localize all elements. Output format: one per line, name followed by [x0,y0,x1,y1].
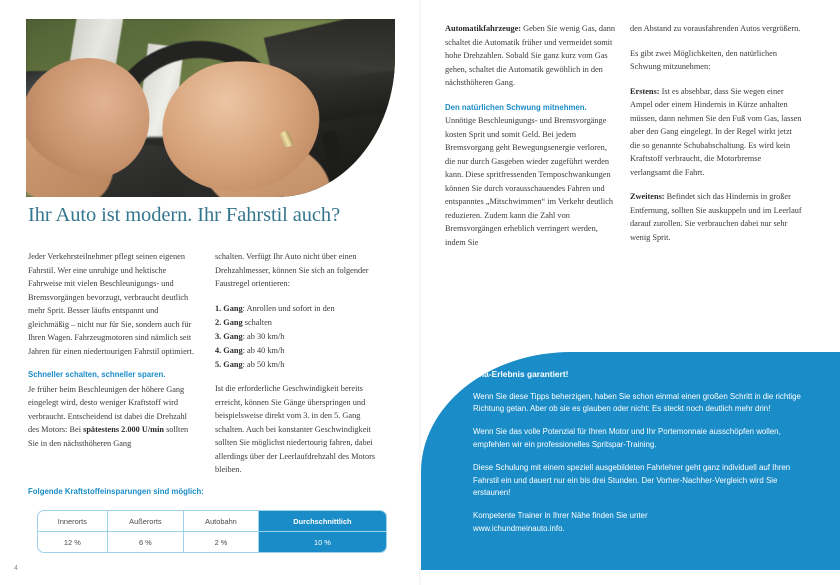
table-header-innerorts: Innerorts [38,511,108,532]
erstens-label: Erstens: [630,86,660,96]
paragraph-erstens [630,85,802,180]
page-title: Ihr Auto ist modern. Ihr Fahrstil auch? [28,204,341,226]
right-text-column-2 [630,22,802,255]
driver-steering-wheel-photo [26,19,395,197]
list-item [215,358,387,372]
automatic-text: Geben Sie wenig Gas, dann schaltet die Automatik früher und vermeidet somit hohe Drehzahlen. Sobald Sie ganz kurz vom Gas gehen, schaltet die Automatik gewöhlich in den nächsthöheren Gang. [445,24,616,88]
subheading-shift-faster: Schneller schalten, schneller sparen. [28,370,166,380]
savings-table-caption: Folgende Kraftstoffeinsparungen sind möglich: [28,487,204,496]
left-text-column-1 [28,250,200,461]
list-item [215,316,387,330]
rpm-value: spätestens 2.000 U/min [83,425,164,435]
page-number: 4 [14,565,18,572]
table-row-values [38,532,386,552]
gear-text: ab 30 km/h [244,331,285,341]
table-value-ausserorts: 6 % [108,532,184,552]
right-text-column-1 [445,22,617,260]
gear-sep: : [242,345,245,355]
gear-label: 1. Gang [215,303,243,313]
gear-shift-list [215,302,387,372]
gear-sep: : [242,359,245,369]
gear-sep: : [242,331,245,341]
aha-box-content [473,368,813,536]
zweitens-text: Befindet sich das Hindernis in großer Entfernung, sollten Sie auskuppeln und im Leerlauf darauf zurollen. Sie verbrauchen dabei nur sehr wenig Sprit. [630,192,802,242]
zweitens-label: Zweitens: [630,192,665,202]
aha-callout-box [421,352,840,570]
gear-text: ab 40 km/h [244,345,285,355]
left-text-column-2 [215,250,387,488]
paragraph-skip-gears: Ist die erforderliche Geschwindigkeit bereits erreicht, können Sie Gänge überspringen und beispielsweise direkt vom 3. in den 5. Gang schalten. Auch bei konstanter Geschwindigkeit sollten Sie möglichst niedertourig fahren, dabei allerdings über der Leerlaufdrehzahl des Motors bleiben. [215,384,376,475]
gear-sep: : [242,303,245,313]
aha-paragraph-1: Wenn Sie diese Tipps beherzigen, haben Sie schon einmal einen großen Schritt in die richtige Richtung getan. Aber ob sie es glauben oder nicht: Es steckt noch deutlich mehr drin! [473,391,801,414]
table-header-autobahn: Autobahn [184,511,259,532]
gear-text: ab 50 km/h [244,359,285,369]
table-header-durchschnittlich: Durchschnittlich [259,511,386,532]
automatic-label: Automatikfahrzeuge: [445,24,522,33]
aha-paragraph-3: Diese Schulung mit einem speziell ausgebildeten Fahrlehrer geht ganz individuell auf Ihren Fahrstil ein und dauert nur ein bis drei Stunden. Der Vorher-Nachher-Vergleich wird Sie erstaunen! [473,462,791,498]
paragraph-automatic-vehicles [445,22,617,90]
subheading-natural-momentum: Den natürlichen Schwung mitnehmen. [445,102,587,112]
momentum-text: Unnötige Beschleunigungs- und Bremsvorgänge kosten Sprit und somit Geld. Bei jedem Bremsvorgang geht Bewegungsenergie verloren, die nur durch Gasgeben wieder zugeführt werden kann. Diese spritfressenden Temposchwankungen können Sie durch vorausschauendes Fahren und entspanntes „Mitschwimmen“ im Verkehr deutlich reduzieren. Zudem kann die Zahl von Bremsvorgängen erheblich verringert werden, indem Sie [445,116,614,247]
aha-box-title: Aha-Erlebnis garantiert! [473,369,569,379]
table-value-innerorts: 12 % [38,532,108,552]
gear-label: 5. Gang [215,359,243,369]
gear-text: Anrollen und sofort in den [244,303,335,313]
paragraph-natural-momentum [445,101,617,250]
shift-text-part2: sollten Sie in den nächsthöheren Gang [28,425,189,448]
aha-trainer-text: Kompetente Trainer in Ihrer Nähe finden Sie unter [473,511,648,521]
paragraph-rule-of-thumb: schalten. Verfügt Ihr Auto nicht über einen Drehzahlmesser, können Sie sich an folgender Faustregel orientieren: [215,252,369,289]
gear-text: schalten [242,317,272,327]
table-row-headers [38,511,386,532]
aha-paragraph-2: Wenn Sie das volle Potenzial für Ihren Motor und Ihr Portemonnaie ausschöpfen wollen, empfehlen wir ein professionelles Spritspar-Training. [473,427,781,449]
table-value-autobahn: 2 % [184,532,259,552]
website-link[interactable]: www.ichundmeinauto.info. [473,523,565,533]
shift-text-part1: Je früher beim Beschleunigen der höhere Gang eingelegt wird, desto weniger Kraftstoff wird verbraucht. Entscheidend ist dabei die Drehzahl des Motors: Bei [28,384,187,435]
paragraph-increase-distance: den Abstand zu vorausfahrenden Autos vergrößern. [630,24,801,33]
aha-paragraph-4 [473,510,813,536]
paragraph-two-options: Es gibt zwei Möglichkeiten, den natürlichen Schwung mitzunehmen: [630,48,777,72]
fuel-savings-table [37,510,387,553]
paragraph-zweitens [630,190,802,244]
paragraph-shift-earlier [28,369,200,450]
gear-label: 2. Gang [215,317,243,327]
gear-label: 4. Gang [215,345,243,355]
paragraph-driving-style: Jeder Verkehrsteilnehmer pflegt seinen eigenen Fahrstil. Wer eine unruhige und hektische Fahrweise mit vielen Beschleunigungs- und Bremsvorgängen bevorzugt, verbraucht deutlich mehr Sprit. Besser läufts entspannt und gleichmäßig – nicht nur für Sie, sondern auch für Ihren Wagen. Fahrzeugmotoren sind nämlich seit Jahren für einen niedertourigen Fahrstil optimiert. [28,252,194,356]
gear-label: 3. Gang [215,331,243,341]
list-item [215,330,387,344]
list-item [215,344,387,358]
list-item [215,302,387,316]
erstens-text: Ist es absehbar, dass Sie wegen einer Ampel oder einem Hindernis in Kürze anhalten müssen, dann nehmen Sie den Fuß vom Gas, lassen aber den Gang eingelegt. In der Regel wirkt jetzt die so genannte Schubabschaltung. Es wird kein Kraftstoff verbraucht, die Motorbremse verlangsamt die Fahrt. [630,86,802,177]
table-value-durchschnittlich: 10 % [259,532,386,552]
table-header-ausserorts: Außerorts [108,511,184,532]
right-page [421,0,840,585]
